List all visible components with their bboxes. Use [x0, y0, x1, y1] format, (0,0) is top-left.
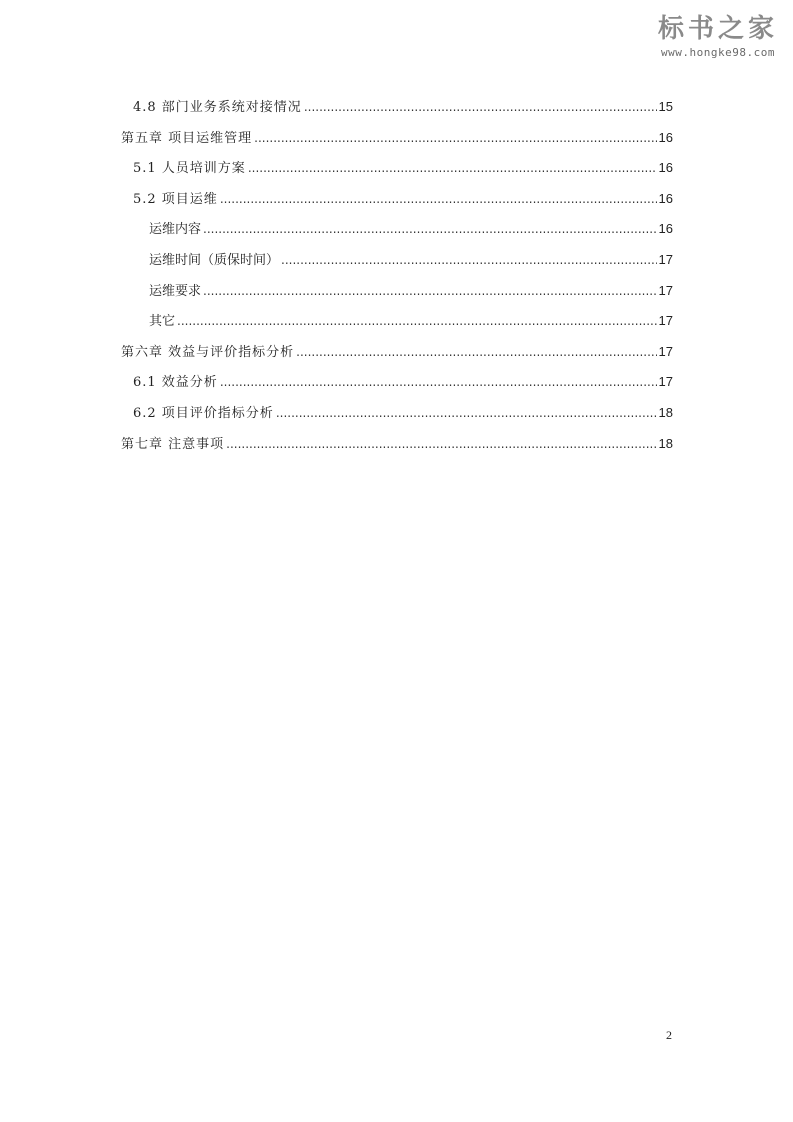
toc-entry-chapter-6[interactable] — [121, 341, 673, 372]
toc-entry-chapter-7[interactable] — [121, 433, 673, 464]
toc-entry-page: 17 — [658, 374, 673, 390]
toc-entry-page: 16 — [658, 160, 673, 176]
toc-entry-5-2[interactable] — [121, 188, 673, 219]
toc-entry-title: 5.2 项目运维 — [133, 191, 218, 207]
toc-entry-6-2[interactable] — [121, 402, 673, 433]
toc-entry-title: 5.1 人员培训方案 — [133, 161, 246, 177]
toc-entry-page: 18 — [658, 435, 673, 451]
toc-entry-page: 16 — [658, 129, 673, 145]
toc-dot-leader — [177, 314, 657, 329]
toc-entry-title: 6.2 项目评价指标分析 — [133, 405, 274, 421]
toc-dot-leader — [304, 100, 657, 115]
toc-entry-page: 16 — [658, 190, 673, 206]
toc-dot-leader — [226, 437, 656, 452]
toc-entry-page: 17 — [658, 251, 673, 267]
toc-entry-title: 第五章 项目运维管理 — [121, 130, 253, 146]
toc-dot-leader — [281, 253, 657, 268]
toc-dot-leader — [248, 161, 657, 176]
watermark-url: www.hongke98.com — [661, 46, 775, 59]
toc-dot-leader — [276, 406, 657, 421]
toc-entry-title: 运维要求 — [149, 283, 202, 299]
toc-entry-title: 4.8 部门业务系统对接情况 — [133, 100, 302, 115]
toc-entry-title: 运维时间（质保时间） — [149, 252, 280, 268]
toc-dot-leader — [254, 131, 656, 146]
toc-dot-leader — [296, 345, 656, 360]
toc-entry-title: 第六章 效益与评价指标分析 — [121, 344, 295, 360]
toc-entry-4-8[interactable] — [121, 96, 673, 127]
toc-entry-page: 18 — [658, 404, 673, 420]
toc-entry-chapter-5[interactable] — [121, 127, 673, 158]
toc-dot-leader — [203, 222, 657, 237]
toc-entry-5-1[interactable] — [121, 157, 673, 188]
watermark-logo — [653, 14, 783, 59]
toc-entry-title: 6.1 效益分析 — [133, 375, 218, 391]
toc-entry-page: 15 — [658, 99, 673, 114]
watermark-title: 标书之家 — [657, 14, 778, 44]
toc-dot-leader — [203, 284, 657, 299]
toc-entry-page: 17 — [658, 282, 673, 298]
toc-entry-other[interactable] — [121, 310, 673, 341]
toc-entry-title: 运维内容 — [149, 222, 202, 238]
toc-entry-title: 第七章 注意事项 — [121, 436, 225, 452]
toc-entry-ops-requirements[interactable] — [121, 280, 673, 311]
toc-entry-page: 16 — [658, 221, 673, 237]
toc-dot-leader — [220, 192, 657, 207]
toc-entry-ops-content[interactable] — [121, 218, 673, 249]
toc-entry-title: 其它 — [149, 314, 176, 330]
toc-dot-leader — [220, 375, 657, 390]
toc-entry-ops-time[interactable] — [121, 249, 673, 280]
toc-entry-page: 17 — [658, 343, 673, 359]
table-of-contents — [121, 96, 673, 463]
toc-entry-page: 17 — [658, 313, 673, 329]
toc-entry-6-1[interactable] — [121, 371, 673, 402]
page-number: 2 — [666, 1028, 672, 1042]
